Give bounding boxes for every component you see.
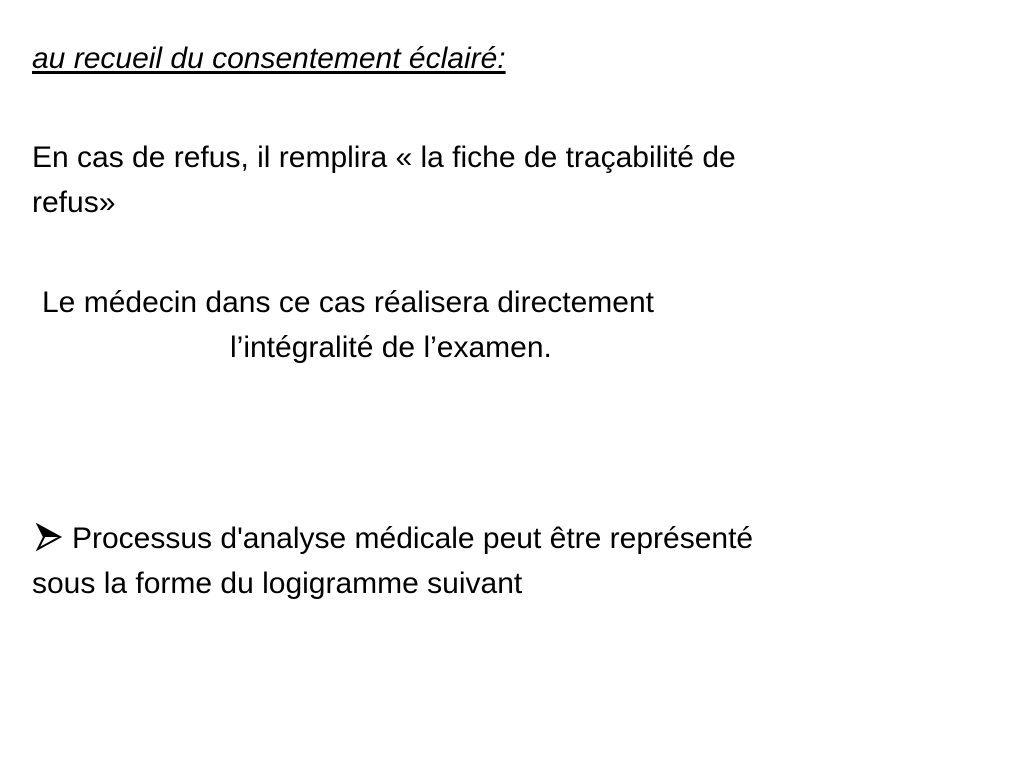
doctor-paragraph (42, 280, 654, 370)
refusal-paragraph (32, 135, 736, 225)
section-heading: au recueil du consentement éclairé: (32, 42, 506, 75)
doctor-line-2: l’intégralité de l’examen. (230, 331, 552, 364)
doctor-line-1: Le médecin dans ce cas réalisera directement (42, 286, 654, 319)
arrow-bullet-icon (32, 520, 64, 550)
bullet-line-2: sous la forme du logigramme suivant (32, 567, 523, 600)
bullet-line-1: Processus d'analyse médicale peut être représenté (72, 522, 754, 555)
bullet-paragraph (32, 516, 753, 606)
refusal-line-2: refus» (32, 186, 116, 219)
refusal-line-1: En cas de refus, il remplira « la fiche de traçabilité de (32, 141, 736, 174)
